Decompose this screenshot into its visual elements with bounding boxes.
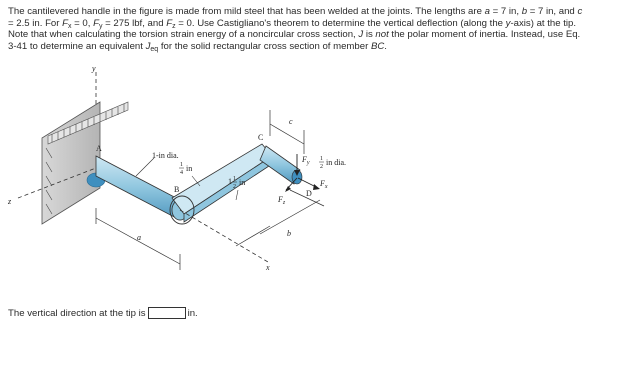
dimension-b-label: b	[287, 229, 291, 238]
svg-text:in: in	[239, 178, 246, 187]
problem-line-4: 3-41 to determine an equivalent $J_{eq}$ for the solid rectangular cross section of member BC.	[8, 40, 387, 53]
problem-statement	[8, 6, 614, 52]
note-1in-dia: 1-in dia.	[152, 151, 179, 160]
problem-line-3: Note that when calculating the torsion strain energy of a noncircular cross section, J is not the polar moment of inertia. Instead, use Eq.	[8, 29, 581, 41]
dimension-a-label: a	[137, 233, 141, 242]
answer-row	[8, 307, 198, 319]
bar-bc	[170, 144, 272, 224]
cantilever-handle-figure	[0, 58, 380, 288]
z-axis-label: z	[8, 197, 12, 206]
answer-prompt: The vertical direction at the tip is	[8, 307, 146, 319]
label-d-point: D	[306, 189, 312, 198]
label-a-point: A	[96, 144, 102, 153]
note-quarter-in	[179, 162, 192, 176]
answer-input[interactable]	[148, 307, 186, 319]
y-axis-label: y	[92, 64, 96, 73]
problem-line-2: = 2.5 in. For $F_x = 0$, $F_y = 275$ lbf, and $F_z = 0$. Use Castigliano's theorem to determine the vertical deflection (along the y-axis) at the tip.	[8, 17, 577, 30]
svg-text:1: 1	[180, 162, 183, 168]
svg-text:1: 1	[233, 176, 236, 182]
dimension-c-label: c	[289, 117, 293, 126]
label-c-point: C	[258, 133, 264, 142]
answer-unit: in.	[187, 307, 198, 319]
svg-text:in dia.: in dia.	[326, 158, 346, 167]
problem-line-1: The cantilevered handle in the figure is made from mild steel that has been welded at the joints. The lengths are a = 7 in, b = 7 in, and c	[8, 6, 583, 17]
svg-text:in: in	[186, 164, 193, 173]
leader-1in-dia	[136, 158, 154, 176]
svg-text:1: 1	[320, 156, 323, 162]
svg-text:1: 1	[228, 177, 232, 186]
svg-text:2: 2	[233, 184, 236, 190]
x-axis-label: x	[266, 263, 270, 272]
label-b-point: B	[174, 185, 180, 194]
force-fx-label: $F_x$	[320, 179, 328, 190]
force-fz-label: $F_z$	[278, 195, 286, 206]
force-fy-label: $F_y$	[302, 155, 310, 166]
svg-text:2: 2	[320, 164, 323, 170]
svg-text:4: 4	[180, 170, 183, 176]
dimension-c	[270, 110, 304, 154]
note-half-in-dia	[319, 156, 346, 170]
fixed-wall	[42, 102, 128, 224]
x-axis-line	[180, 210, 268, 262]
